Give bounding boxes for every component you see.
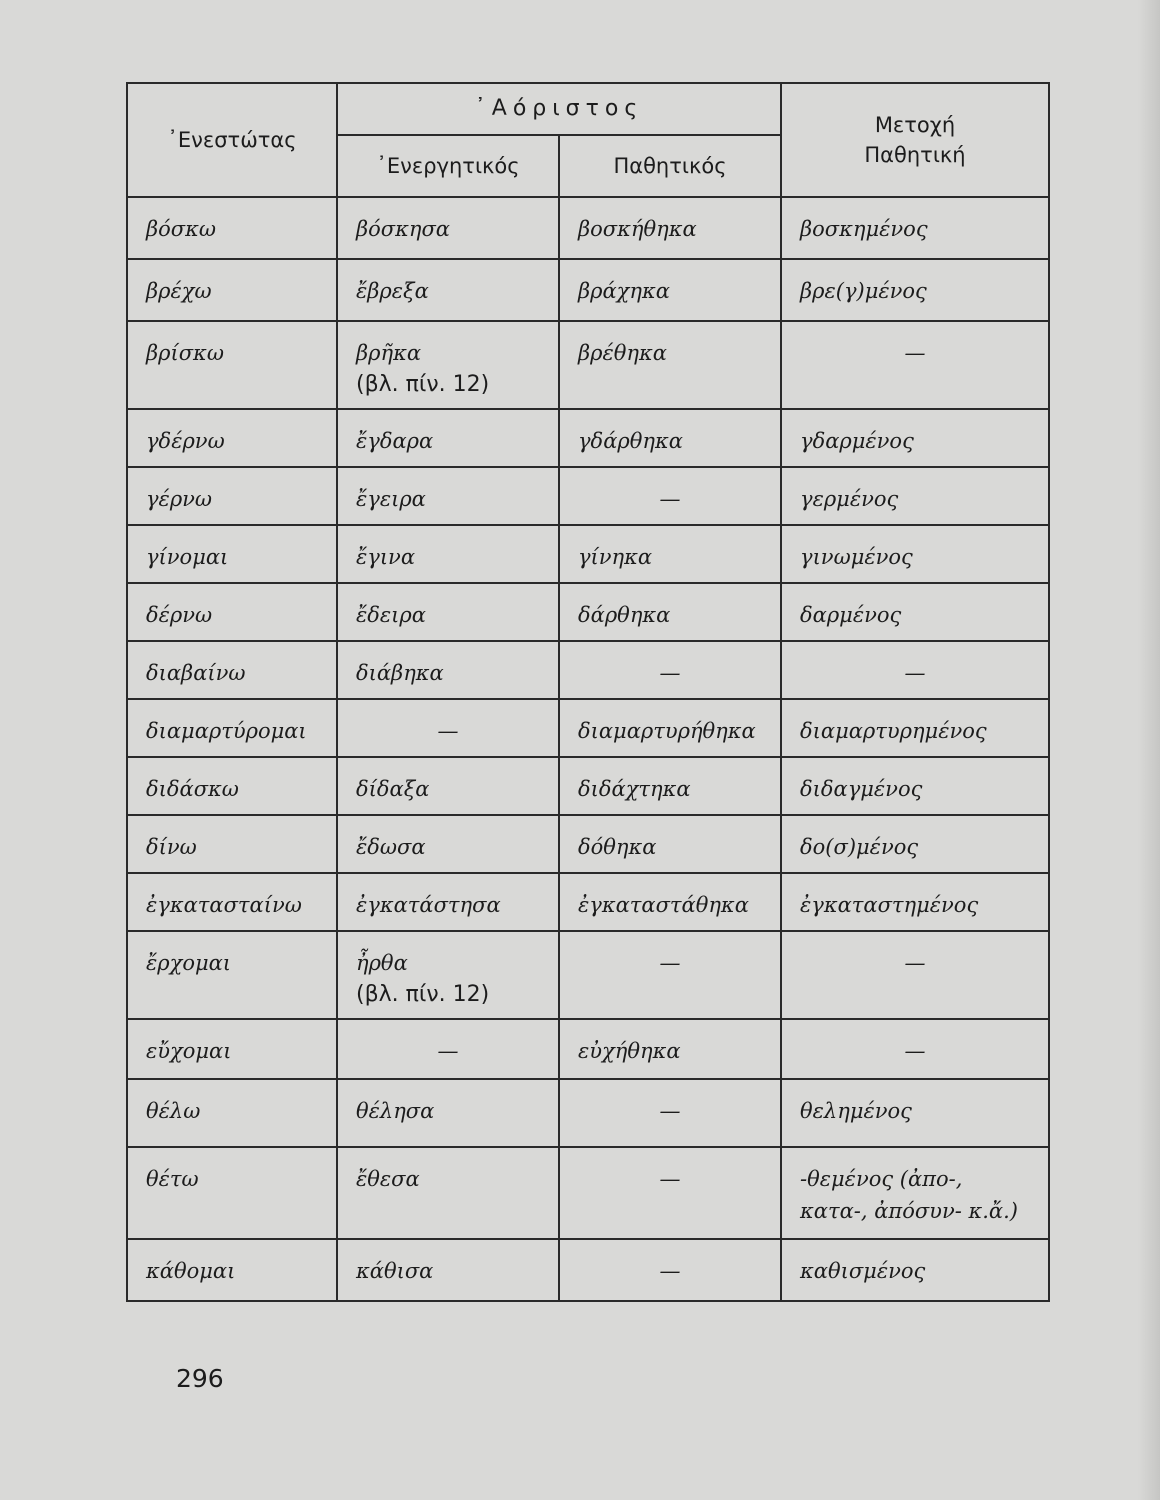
present-form: ἐγκατασταίνω <box>146 893 302 917</box>
aorist-passive-form-cell <box>559 1147 781 1239</box>
participle-form-cell <box>781 467 1049 525</box>
present-form-cell <box>127 873 337 931</box>
participle-form-cell <box>781 873 1049 931</box>
aorist-passive-form-cell <box>559 757 781 815</box>
participle-form-cell <box>781 1019 1049 1079</box>
aorist-active-note: (βλ. πίν. 12) <box>356 372 490 397</box>
present-form: γδέρνω <box>146 429 225 453</box>
table-row <box>127 321 1049 409</box>
aorist-active-form: ἔβρεξα <box>356 279 429 303</box>
participle-form-cell <box>781 815 1049 873</box>
participle-form-cell <box>781 1079 1049 1147</box>
present-form-cell <box>127 197 337 259</box>
present-form-cell <box>127 699 337 757</box>
aorist-active-form-cell <box>337 467 559 525</box>
participle-form: καθισμένος <box>800 1259 926 1283</box>
aorist-passive-form-cell <box>559 525 781 583</box>
aorist-passive-form-cell <box>559 583 781 641</box>
aorist-active-form-cell <box>337 931 559 1019</box>
participle-form: βρε(γ)μένος <box>800 279 927 303</box>
table-row <box>127 815 1049 873</box>
present-form: βρίσκω <box>146 341 224 365</box>
header-participle-line-1: Μετοχή <box>874 113 956 137</box>
participle-form: — <box>904 1039 926 1063</box>
present-form: εὔχομαι <box>146 1039 232 1063</box>
participle-form: — <box>904 951 926 975</box>
participle-form: διδαγμένος <box>800 777 923 801</box>
present-form: γίνομαι <box>146 545 229 569</box>
participle-form: δο(σ)μένος <box>800 835 919 859</box>
aorist-passive-form: — <box>659 661 681 685</box>
aorist-active-form: βόσκησα <box>356 217 450 241</box>
participle-form-cell <box>781 583 1049 641</box>
aorist-active-form-cell <box>337 1239 559 1301</box>
aorist-passive-form: γδάρθηκα <box>578 429 683 453</box>
header-participle-line-2: Παθητική <box>864 143 966 167</box>
aorist-passive-form: βοσκήθηκα <box>578 217 697 241</box>
present-form-cell <box>127 321 337 409</box>
present-form-cell <box>127 815 337 873</box>
present-form: δίνω <box>146 835 197 859</box>
verb-table <box>126 82 1050 1302</box>
aorist-active-form: ἔγειρα <box>356 487 426 511</box>
aorist-passive-form-cell <box>559 1019 781 1079</box>
aorist-passive-form: δάρθηκα <box>578 603 671 627</box>
participle-form-cell <box>781 259 1049 321</box>
page-edge <box>1138 0 1160 1500</box>
participle-form-cell <box>781 1239 1049 1301</box>
aorist-passive-form-cell <box>559 467 781 525</box>
present-form-cell <box>127 1239 337 1301</box>
present-form: διδάσκω <box>146 777 239 801</box>
present-form: διαβαίνω <box>146 661 246 685</box>
participle-form: ἐγκαταστημένος <box>800 893 979 917</box>
aorist-passive-form: διδάχτηκα <box>578 777 691 801</box>
aorist-passive-form-cell <box>559 1239 781 1301</box>
aorist-passive-form-cell <box>559 931 781 1019</box>
aorist-active-form-cell <box>337 873 559 931</box>
table-row <box>127 641 1049 699</box>
aorist-passive-form-cell <box>559 1079 781 1147</box>
header-present: ᾽Ενεστώτας <box>127 83 337 197</box>
aorist-active-form: διάβηκα <box>356 661 444 685</box>
aorist-active-form-cell <box>337 1147 559 1239</box>
table-row <box>127 699 1049 757</box>
aorist-active-form-cell <box>337 525 559 583</box>
aorist-passive-form: — <box>659 1099 681 1123</box>
present-form-cell <box>127 259 337 321</box>
aorist-passive-form: εὐχήθηκα <box>578 1039 681 1063</box>
present-form: γέρνω <box>146 487 213 511</box>
aorist-passive-form: ἐγκαταστάθηκα <box>578 893 749 917</box>
present-form-cell <box>127 409 337 467</box>
present-form-cell <box>127 757 337 815</box>
table-row <box>127 197 1049 259</box>
aorist-active-form: ἔδωσα <box>356 835 426 859</box>
present-form-cell <box>127 525 337 583</box>
table-row <box>127 467 1049 525</box>
verb-table-body <box>127 197 1049 1301</box>
present-form-cell <box>127 583 337 641</box>
present-form-cell <box>127 1019 337 1079</box>
aorist-active-form-cell <box>337 259 559 321</box>
aorist-active-note: (βλ. πίν. 12) <box>356 982 490 1007</box>
aorist-active-form: ἐγκατάστησα <box>356 893 501 917</box>
aorist-active-form: ἔγδαρα <box>356 429 434 453</box>
table-row <box>127 1147 1049 1239</box>
aorist-active-form-cell <box>337 757 559 815</box>
present-form-cell <box>127 931 337 1019</box>
aorist-passive-form-cell <box>559 873 781 931</box>
table-row <box>127 1239 1049 1301</box>
aorist-active-form-cell <box>337 699 559 757</box>
aorist-passive-form-cell <box>559 641 781 699</box>
participle-form: θελημένος <box>800 1099 912 1123</box>
table-row <box>127 931 1049 1019</box>
participle-form-cell <box>781 757 1049 815</box>
present-form: βρέχω <box>146 279 212 303</box>
table-row <box>127 259 1049 321</box>
present-form: ἔρχομαι <box>146 951 232 975</box>
aorist-active-form-cell <box>337 1079 559 1147</box>
participle-form-cell <box>781 931 1049 1019</box>
participle-form-cell <box>781 1147 1049 1239</box>
participle-form-cell <box>781 409 1049 467</box>
header-participle <box>781 83 1049 197</box>
header-active: ᾽Ενεργητικός <box>337 135 559 197</box>
participle-form: — <box>904 661 926 685</box>
aorist-active-form: ἔγινα <box>356 545 416 569</box>
aorist-active-form: ἔθεσα <box>356 1167 420 1191</box>
participle-form: -θεμένος (ἀπο-, <box>800 1167 963 1191</box>
table-row <box>127 1019 1049 1079</box>
aorist-passive-form: γίνηκα <box>578 545 653 569</box>
participle-form: γινωμένος <box>800 545 913 569</box>
aorist-passive-form: βρέθηκα <box>578 341 667 365</box>
participle-form-cell <box>781 699 1049 757</box>
aorist-passive-form: διαμαρτυρήθηκα <box>578 719 756 743</box>
aorist-passive-form-cell <box>559 197 781 259</box>
aorist-active-form: κάθισα <box>356 1259 434 1283</box>
present-form-cell <box>127 641 337 699</box>
participle-form: — <box>904 341 926 365</box>
participle-form-cell <box>781 641 1049 699</box>
present-form: δέρνω <box>146 603 213 627</box>
table-row <box>127 1079 1049 1147</box>
participle-form-cell <box>781 525 1049 583</box>
present-form: θέλω <box>146 1099 201 1123</box>
aorist-active-form-cell <box>337 583 559 641</box>
participle-form-cell <box>781 197 1049 259</box>
aorist-active-form-cell <box>337 321 559 409</box>
table-row <box>127 525 1049 583</box>
participle-form: βοσκημένος <box>800 217 928 241</box>
aorist-passive-form-cell <box>559 699 781 757</box>
header-aorist: ᾽Αόριστος <box>337 83 781 135</box>
participle-form-continued: κατα-, ἀπόσυν- κ.ἄ.) <box>800 1199 1018 1223</box>
present-form-cell <box>127 467 337 525</box>
aorist-passive-form: δόθηκα <box>578 835 657 859</box>
page-number: 296 <box>176 1364 224 1393</box>
present-form-cell <box>127 1147 337 1239</box>
present-form: θέτω <box>146 1167 199 1191</box>
aorist-active-form: ἔδειρα <box>356 603 426 627</box>
aorist-active-form: ἦρθα <box>356 951 408 975</box>
aorist-passive-form-cell <box>559 409 781 467</box>
aorist-active-form: θέλησα <box>356 1099 435 1123</box>
aorist-active-form: — <box>437 719 459 743</box>
aorist-passive-form-cell <box>559 321 781 409</box>
aorist-active-form-cell <box>337 1019 559 1079</box>
participle-form: δαρμένος <box>800 603 902 627</box>
aorist-passive-form-cell <box>559 815 781 873</box>
present-form: κάθομαι <box>146 1259 236 1283</box>
participle-form-cell <box>781 321 1049 409</box>
aorist-passive-form: — <box>659 1259 681 1283</box>
aorist-active-form-cell <box>337 815 559 873</box>
table-row <box>127 873 1049 931</box>
aorist-active-form: δίδαξα <box>356 777 430 801</box>
present-form-cell <box>127 1079 337 1147</box>
aorist-active-form-cell <box>337 641 559 699</box>
table-row <box>127 409 1049 467</box>
present-form: βόσκω <box>146 217 217 241</box>
aorist-active-form-cell <box>337 409 559 467</box>
aorist-passive-form: — <box>659 1167 681 1191</box>
table-row <box>127 583 1049 641</box>
aorist-active-form: — <box>437 1039 459 1063</box>
participle-form: διαμαρτυρημένος <box>800 719 987 743</box>
aorist-passive-form: — <box>659 487 681 511</box>
header-passive: Παθητικός <box>559 135 781 197</box>
participle-form: γδαρμένος <box>800 429 914 453</box>
participle-form: γερμένος <box>800 487 899 511</box>
aorist-active-form-cell <box>337 197 559 259</box>
aorist-passive-form: — <box>659 951 681 975</box>
aorist-passive-form: βράχηκα <box>578 279 670 303</box>
aorist-active-form: βρῆκα <box>356 341 422 365</box>
table-row <box>127 757 1049 815</box>
aorist-passive-form-cell <box>559 259 781 321</box>
present-form: διαμαρτύρομαι <box>146 719 307 743</box>
